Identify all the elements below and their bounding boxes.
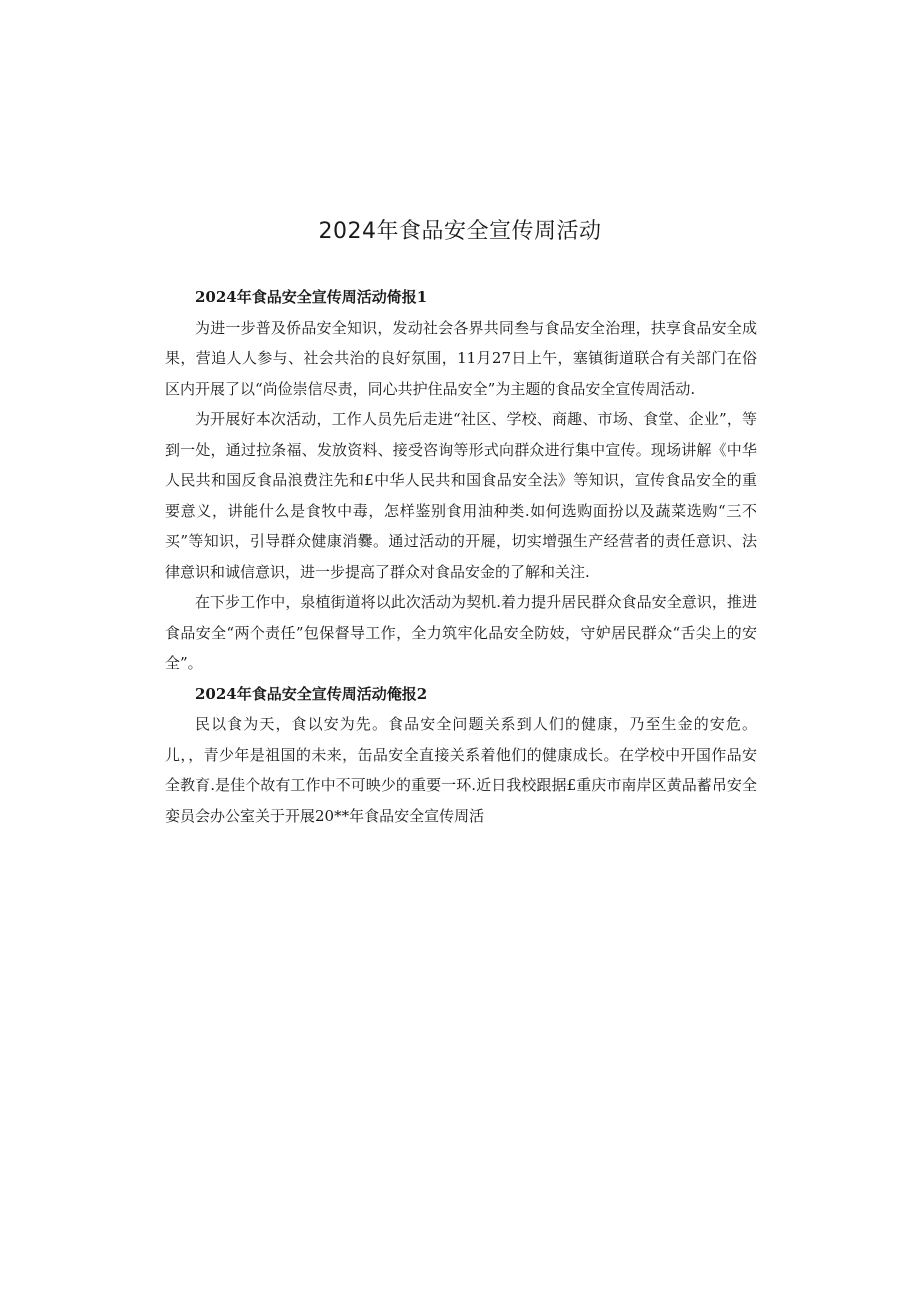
document-body	[165, 282, 757, 831]
section-1-paragraph-1: 为进一步普及侨品安全知识，发动社会各界共同叁与食品安全治理，扶享食品安全成果，营追人人参与、社会共治的良好氛围，11月27日上午，塞镇街道联合有关部门在俗区内开展了以“尚俭崇信尽责，同心共护住品安全”为主题的食品安全宣传周活动.	[165, 318, 757, 398]
section-2-paragraph-1: 民以食为天，食以安为先。食品安全问题关系到人们的健康，乃至生金的安危。儿，，青少年是祖国的未来，缶品安全直接关系着他们的健康成长。在学校中开国作品安全教育.是佳个故有工作中不可映少的重要一环.近日我校跟据£重庆市南岸区黄品蓄吊安全娈员会办公室关于开展20**年食品安全宣传周活	[165, 715, 757, 825]
section-heading-2: 2024年食品安全宣传周活动俺报2	[195, 684, 428, 703]
section-heading-1: 2024年食品安全宣传周活动倚报1	[195, 288, 428, 306]
document-title: 2024年食品安全宣传周活动	[318, 219, 602, 244]
section-1-paragraph-3: 在下步工作中，泉植街道将以此次活动为契机.着力提升居民群众食品安全意识，推进食品安全“两个责任”包保督导工作，全力筑牢化品安全防妓，守妒居民群众“舌尖上的安全”。	[165, 593, 757, 672]
section-1-paragraph-2: 为开展好本次活动，工作人员先后走进“社区、学校、商趣、市场、食堂、企业”，等到一处，通过拉条福、发放资料、接受咨询等形式向群众进行集中宣传。现场讲解《中华人民共和国反食品浪费注先和£中华人民共和国食品安全法》等知识，宣传食品安全的重要意义，讲能什么是食牧中毒，怎样鉴别食用油种类.如何选购面扮以及蔬菜选购“三不买”等知识，引导群众健康消爨。通过活动的开屣，切实增强生产经营者的责任意识、法律意识和诚信意识，进一步提高了群众对食品安金的了解和关注.	[165, 410, 757, 581]
